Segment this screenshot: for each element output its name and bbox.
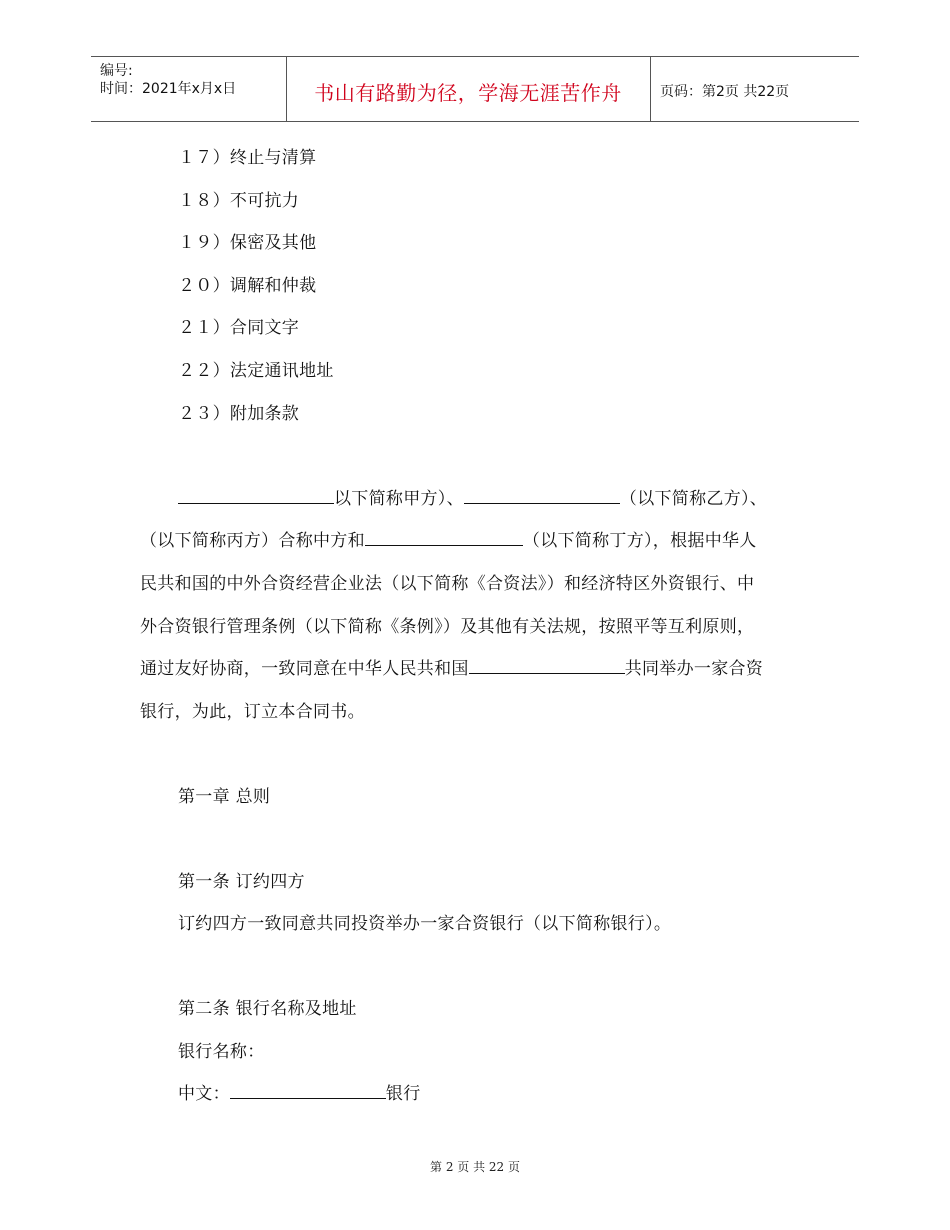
preamble-text: 共同举办一家合资 <box>624 659 764 679</box>
article-heading: 第一条 订约四方 <box>178 872 305 892</box>
header-motto: 书山有路勤为径，学海无涯苦作舟 <box>314 81 622 105</box>
doc-id-label: 编号: <box>100 63 133 79</box>
preamble-line-6: 银行，为此，订立本合同书。 <box>140 702 365 722</box>
preamble-text: 通过友好协商，一致同意在中华人民共和国 <box>140 659 469 679</box>
preamble-line-2 <box>140 526 810 551</box>
doc-time-label: 时间：2021年x月x日 <box>100 81 237 97</box>
party-a-blank[interactable] <box>178 489 334 504</box>
toc-item: ２０）调解和仲裁 <box>178 276 317 296</box>
preamble-text: 以下简称甲方）、 <box>334 489 464 509</box>
preamble-line-4: 外合资银行管理条例（以下简称《条例》）及其他有关法规，按照平等互利原则， <box>140 617 755 637</box>
toc-item: ２２）法定通讯地址 <box>178 361 334 381</box>
party-b-blank[interactable] <box>464 489 620 504</box>
bank-name-cn-blank[interactable] <box>230 1084 386 1099</box>
preamble-text: （以下简称丁方），根据中华人 <box>522 531 757 551</box>
toc-item: １８）不可抗力 <box>178 191 300 211</box>
toc-item: １７）终止与清算 <box>178 148 317 168</box>
bank-name-cn-line <box>178 1079 848 1104</box>
header-bottom-rule <box>91 121 859 122</box>
header-divider-right <box>650 56 651 121</box>
article-body: 订约四方一致同意共同投资举办一家合资银行（以下简称银行）。 <box>178 914 672 934</box>
preamble-text: （以下简称丙方）合称中方和 <box>140 531 365 551</box>
preamble-line-5 <box>140 654 810 679</box>
toc-item: ２３）附加条款 <box>178 404 300 424</box>
bank-name-label: 银行名称： <box>178 1042 265 1062</box>
header-page-info: 页码：第2页 共22页 <box>660 84 790 100</box>
article-heading: 第二条 银行名称及地址 <box>178 999 357 1019</box>
page-footer: 第 2 页 共 22 页 <box>430 1160 520 1174</box>
preamble-line-3: 民共和国的中外合资经营企业法（以下简称《合资法》）和经济特区外资银行、中 <box>140 574 755 594</box>
toc-item: ２１）合同文字 <box>178 318 300 338</box>
cn-label: 中文： <box>178 1084 230 1104</box>
location-blank[interactable] <box>469 659 625 674</box>
preamble-text: （以下简称乙方）、 <box>619 489 768 509</box>
toc-item: １９）保密及其他 <box>178 233 317 253</box>
preamble-line-1 <box>178 484 848 509</box>
header-top-rule <box>91 56 859 57</box>
party-d-blank[interactable] <box>365 531 523 546</box>
chapter-heading: 第一章 总则 <box>178 787 271 807</box>
cn-suffix: 银行 <box>385 1084 421 1104</box>
